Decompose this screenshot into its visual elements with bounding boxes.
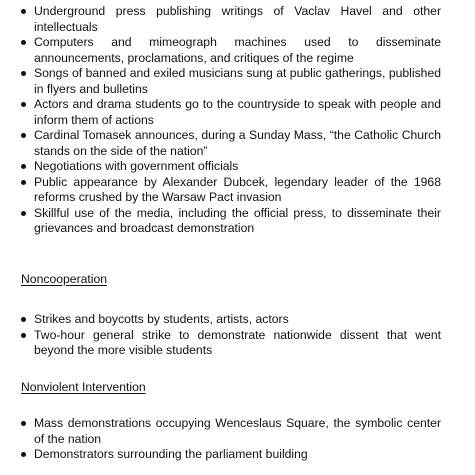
list-item (21, 312, 441, 328)
list-item (21, 66, 441, 97)
bullet-icon (21, 180, 26, 185)
bullet-icon (21, 71, 26, 76)
noncooperation-list (21, 312, 441, 359)
bullet-icon (21, 133, 26, 138)
bullet-icon (21, 164, 26, 169)
list-item (21, 128, 441, 159)
list-item-text: Negotiations with government officials (34, 159, 239, 173)
list-item (21, 416, 441, 447)
bullet-icon (21, 333, 26, 338)
list-item (21, 4, 441, 35)
bullet-icon (21, 9, 26, 14)
bullet-icon (21, 40, 26, 45)
bullet-icon (21, 102, 26, 107)
list-item-text: Public appearance by Alexander Dubcek, legendary leader of the 1968 reforms crushed by the Warsaw Pact invasion (34, 174, 441, 204)
methods-list (21, 4, 441, 237)
list-item (21, 35, 441, 66)
bullet-icon (21, 211, 26, 216)
bullet-icon (21, 421, 26, 426)
list-item-text: Songs of banned and exiled musicians sung at public gatherings, published in flyers and bulletins (34, 66, 441, 96)
list-item-text: Two-hour general strike to demonstrate nationwide dissent that went beyond the more visible students (34, 327, 441, 357)
bullet-icon (21, 452, 26, 457)
list-item-text: Skillful use of the media, including the official press, to disseminate their grievances and broadcast demonstration (34, 205, 441, 235)
list-item (21, 97, 441, 128)
list-item (21, 328, 441, 359)
list-item (21, 447, 441, 463)
list-item-text: Demonstrators surrounding the parliament building (34, 447, 308, 461)
list-item-text: Cardinal Tomasek announces, during a Sunday Mass, “the Catholic Church stands on the side of the nation” (34, 128, 441, 158)
list-item-text: Computers and mimeograph machines used to disseminate announcements, proclamations, and critiques of the regime (34, 35, 441, 65)
list-item (21, 206, 441, 237)
list-item-text: Actors and drama students go to the countryside to speak with people and inform them of actions (34, 97, 441, 127)
list-item (21, 175, 441, 206)
list-item (21, 159, 441, 175)
list-item-text: Mass demonstrations occupying Wenceslaus Square, the symbolic center of the nation (34, 416, 441, 446)
section-heading-nonviolent-intervention: Nonviolent Intervention (21, 380, 146, 394)
list-item-text: Underground press publishing writings of Vaclav Havel and other intellectuals (34, 4, 441, 34)
bullet-icon (21, 317, 26, 322)
list-item-text: Strikes and boycotts by students, artists, actors (34, 312, 289, 326)
section-heading-noncooperation: Noncooperation (21, 272, 108, 286)
nonviolent-intervention-list (21, 416, 441, 463)
